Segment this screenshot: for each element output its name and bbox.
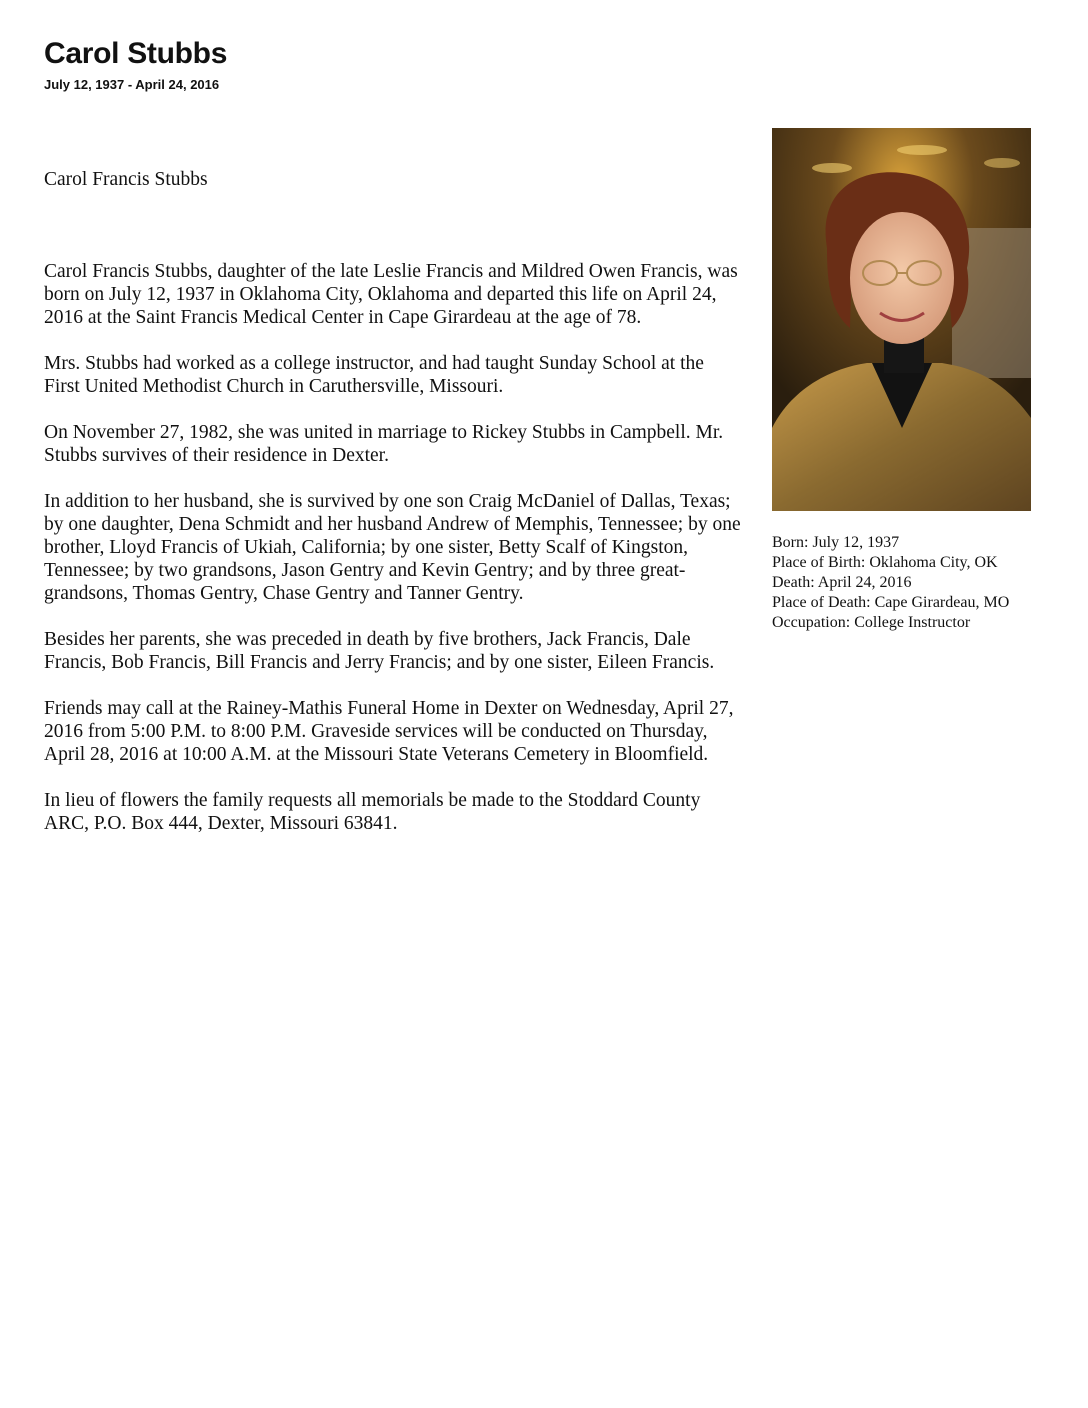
obituary-paragraph: In addition to her husband, she is survived by one son Craig McDaniel of Dallas, Texas; by one daughter, Dena Schmidt and her husband Andrew of Memphis, Tennessee; by one brother, Lloyd Francis of Ukiah, California; by one sister, Betty Scalf of Kingston, Tennessee; by two grandsons, Jason Gentry and Kevin Gentry; and by three great-grandsons, Thomas Gentry, Chase Gentry and Tanner Gentry.: [44, 491, 741, 604]
obituary-body: [44, 168, 744, 858]
obituary-paragraph: Carol Francis Stubbs, daughter of the late Leslie Francis and Mildred Owen Francis, was born on July 12, 1937 in Oklahoma City, Oklahoma and departed this life on April 24, 2016 at the Saint Francis Medical Center in Cape Girardeau at the age of 78.: [44, 261, 738, 328]
life-dates: July 12, 1937 - April 24, 2016: [44, 77, 220, 92]
fact-place-of-birth: Place of Birth: Oklahoma City, OK: [772, 554, 998, 571]
vital-facts: [772, 533, 1072, 633]
obituary-paragraph: Mrs. Stubbs had worked as a college instructor, and had taught Sunday School at the First United Methodist Church in Caruthersville, Missouri.: [44, 353, 704, 397]
fact-occupation: Occupation: College Instructor: [772, 614, 971, 631]
full-name: Carol Francis Stubbs: [44, 169, 208, 190]
obituary-paragraph: Besides her parents, she was preceded in death by five brothers, Jack Francis, Dale Francis, Bob Francis, Bill Francis and Jerry Francis; and by one sister, Eileen Francis.: [44, 629, 715, 673]
portrait-icon: [772, 128, 1031, 511]
page-title: Carol Stubbs: [44, 37, 228, 70]
obituary-header: [44, 36, 227, 94]
portrait-photo: [772, 128, 1031, 511]
fact-born: Born: July 12, 1937: [772, 534, 900, 551]
fact-death: Death: April 24, 2016: [772, 574, 912, 591]
fact-place-of-death: Place of Death: Cape Girardeau, MO: [772, 594, 1010, 611]
obituary-paragraph: In lieu of flowers the family requests all memorials be made to the Stoddard County ARC, P.O. Box 444, Dexter, Missouri 63841.: [44, 790, 701, 834]
obituary-paragraph: On November 27, 1982, she was united in marriage to Rickey Stubbs in Campbell. Mr. Stubbs survives of their residence in Dexter.: [44, 422, 724, 466]
obituary-paragraph: Friends may call at the Rainey-Mathis Funeral Home in Dexter on Wednesday, April 27, 2016 from 5:00 P.M. to 8:00 P.M. Graveside services will be conducted on Thursday, April 28, 2016 at 10:00 A.M. at the Missouri State Veterans Cemetery in Bloomfield.: [44, 698, 734, 765]
